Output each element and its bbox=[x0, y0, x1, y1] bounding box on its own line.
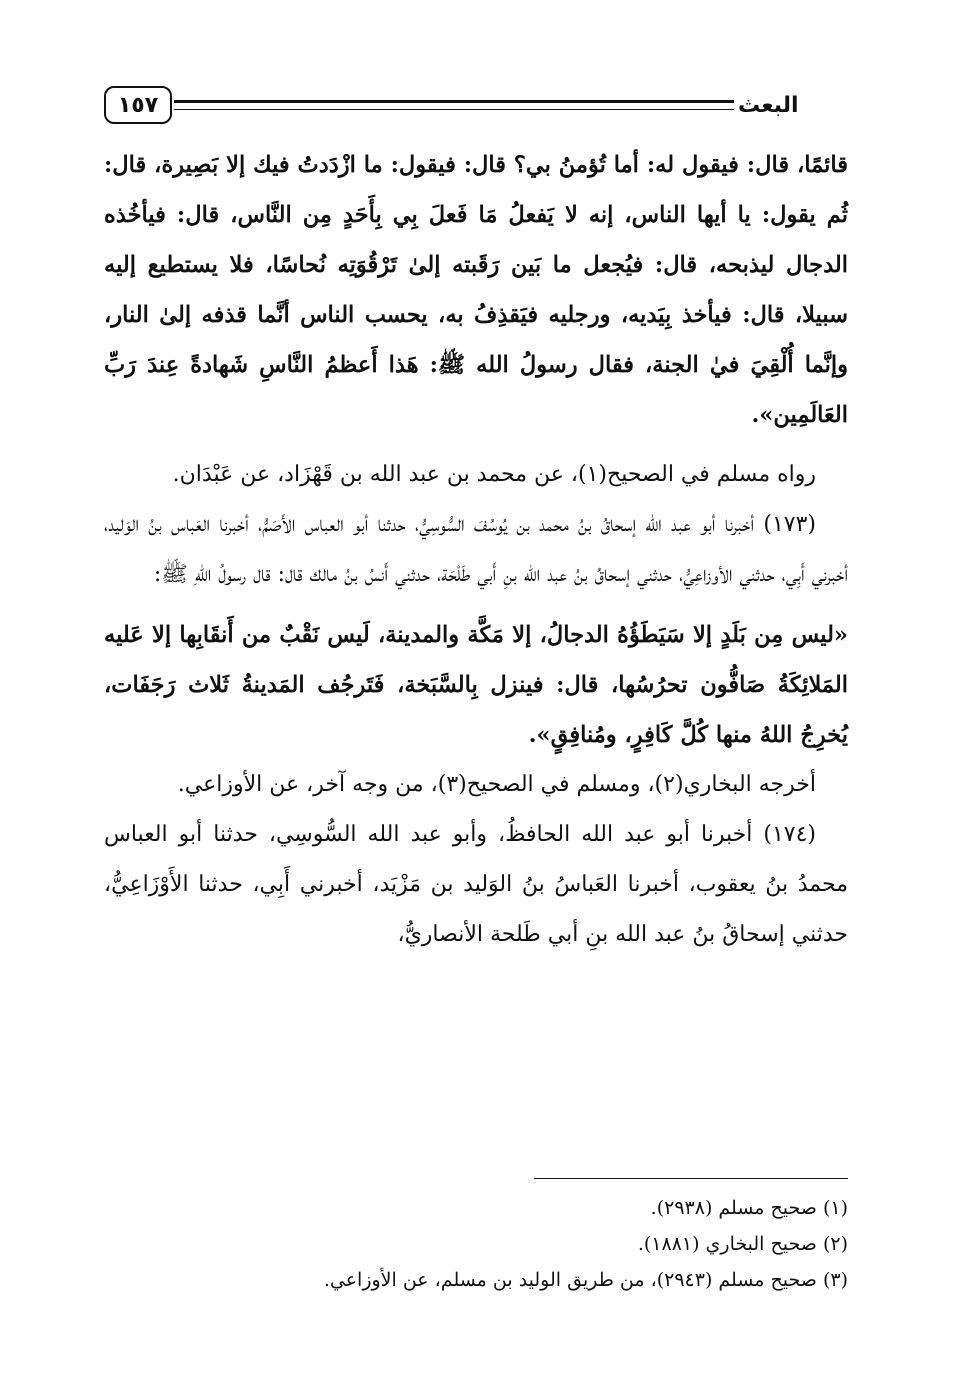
hadith-text-173: «ليس مِن بَلَدٍ إلا سَيَطَؤُهُ الدجالُ، إلا مَكَّة والمدينة، لَيس نَقْبٌ من أَنقَابِها إلا عَليه المَلائِكَةُ صَافُّون تحرُسُها، قال: فينزل بِالسَّبَخة، فَتَرجُف المَدينةُ ثَلاث رَجَفَات، يُخرِجُ اللهُ منها كُلَّ كَافِرٍ، ومُنافِقٍ». bbox=[104, 622, 848, 748]
page-number: ١٥٧ bbox=[104, 86, 172, 124]
footnote-3: (٣) صحيح مسلم (٢٩٤٣)، من طريق الوليد بن مسلم، عن الأوزاعي. bbox=[323, 1269, 848, 1291]
hadith-text-continuation: قائمًا، قال: فيقول له: أما تُؤمنُ بي؟ قال: فيقول: ما ازْدَدتُ فيك إلا بَصِيرة، قال: ثُم يقول: يا أيها الناس، إنه لا يَفعلُ مَا فَعلَ بِي بِأَحَدٍ مِن النَّاس، قال: فيأخُذه الدجال ليذبحه، قال: فيُجعل ما بَين رَقَبته إلىٰ تَرْقُوَتِه نُحاسًا، فلا يستطيع إليه سبيلا، قال: فيأخذ بِيَديه، ورجليه فيَقذِفُ به، يحسب الناس أنَّما قذفه إلىٰ النار، وإنَّما أُلْقِيَ فيٰ الجنة، فقال رسولُ الله ﷺ: هَذا أَعظمُ النَّاسِ شَهادةً عِندَ رَبِّ العَالَمِين». bbox=[104, 152, 848, 428]
footnote-1: (١) صحيح مسلم (٢٩٣٨). bbox=[650, 1197, 848, 1219]
narration-note: رواه مسلم في الصحيح(١)، عن محمد بن عبد الله بن قَهْزَاد، عن عَبْدَان. bbox=[172, 462, 816, 487]
book-title: البعث bbox=[738, 92, 799, 118]
footnote-separator bbox=[534, 1178, 848, 1179]
footnote-2: (٢) صحيح البخاري (١٨٨١). bbox=[637, 1233, 848, 1255]
takhrij-note: أخرجه البخاري(٢)، ومسلم في الصحيح(٣)، من وجه آخر، عن الأوزاعي. bbox=[177, 772, 816, 797]
isnad-paragraph-173: (١٧٣) أخبرنا أبو عبد الله إسحاقُ بنُ محمد بن يُوسُفَ السُّوسِيُّ، حدثنا أبو العباس الأَصَمُّ، أخبرنا العَباس بنُ الوَليد، أخبرني أَبِي، حدثني الأوزاعِيُّ، حدثني إسحاقُ بنُ عبد الله بنِ أَبي طَلْحَة، حدثني أَنسُ بنُ مالك قال: قال رسولُ اللهِ ﷺ: bbox=[104, 512, 848, 587]
footnotes bbox=[104, 1190, 848, 1298]
page-header bbox=[104, 86, 848, 126]
header-rule bbox=[174, 100, 734, 110]
main-text bbox=[104, 140, 848, 960]
isnad-paragraph-174: (١٧٤) أخبرنا أبو عبد الله الحافظُ، وأبو عبد الله السُّوسِي، حدثنا أبو العباس محمدُ بنُ يعقوب، أخبرنا العَباسُ بنُ الوَليد بن مَزْيَد، أخبرني أَبِي، حدثنا الأَوْزَاعِيُّ، حدثني إسحاقُ بنُ عبد الله بنِ أبي طَلحة الأنصاريُّ، bbox=[104, 822, 848, 947]
